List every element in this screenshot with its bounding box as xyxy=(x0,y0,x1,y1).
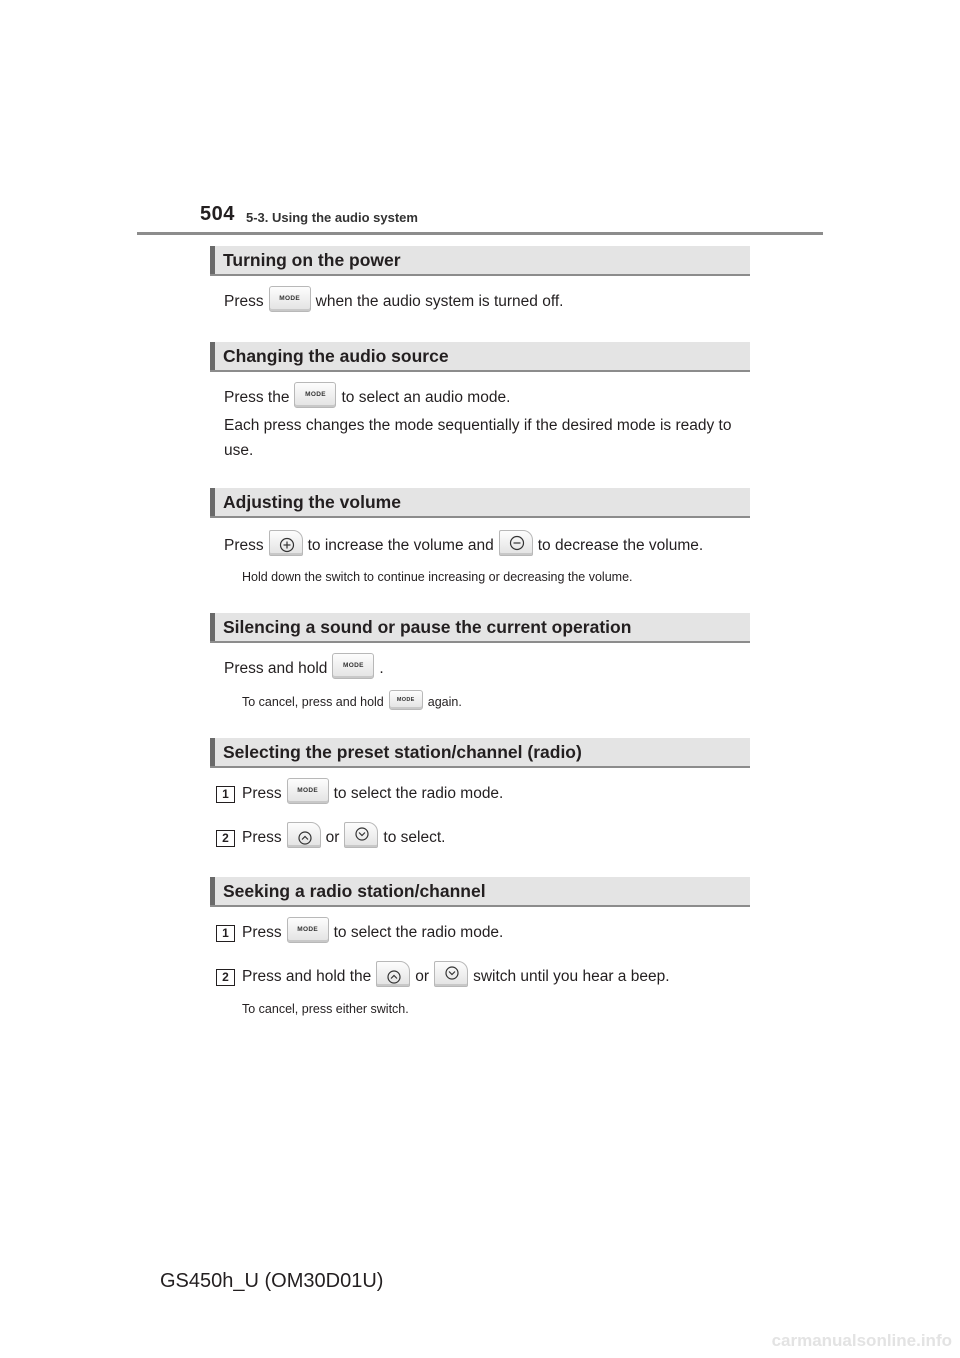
section-heading-volume xyxy=(210,488,750,518)
section-title: Seeking a radio station/channel xyxy=(223,881,486,901)
step-number: 2 xyxy=(216,830,235,847)
instruction-rest: when the audio system is turned off. xyxy=(315,293,564,311)
instruction-press: Press and hold the xyxy=(242,968,372,986)
volume-up-icon xyxy=(269,530,303,556)
seek-step-2 xyxy=(242,967,670,987)
mode-label: MODE xyxy=(396,696,415,703)
section-heading-seek xyxy=(210,877,750,907)
instruction-press: Press the xyxy=(224,389,290,407)
footer-model: GS450h_U (OM30D01U) xyxy=(160,1270,384,1292)
watermark-text: carmanualsonline.info xyxy=(771,1331,952,1350)
mode-button-icon xyxy=(332,653,374,679)
seek-up-icon xyxy=(376,961,410,987)
instruction-rest: to select the radio mode. xyxy=(333,785,504,803)
mode-label: MODE xyxy=(305,391,326,399)
note-post: again. xyxy=(427,695,462,709)
chapter-title: 5-3. Using the audio system xyxy=(246,210,418,225)
preset-step-1 xyxy=(242,784,503,804)
instruction-rest: switch until you hear a beep. xyxy=(473,968,670,986)
instruction-or: or xyxy=(325,829,340,847)
instruction-rest: . xyxy=(379,660,384,678)
instruction-press: Press xyxy=(242,829,282,847)
power-instruction xyxy=(224,292,563,312)
page-header xyxy=(0,0,960,240)
heading-bar xyxy=(210,613,215,641)
step-number: 2 xyxy=(216,969,235,986)
instruction-press: Press xyxy=(224,537,264,555)
instruction-rest: to select an audio mode. xyxy=(341,389,511,407)
volume-down-icon xyxy=(499,530,533,556)
mode-label: MODE xyxy=(279,295,300,303)
source-paragraph: Each press changes the mode sequentially if the desired mode is ready to use. xyxy=(224,417,732,459)
silence-note xyxy=(242,695,462,710)
header-divider xyxy=(137,232,823,235)
section-heading-source xyxy=(210,342,750,372)
heading-bar xyxy=(210,246,215,274)
heading-bar xyxy=(210,877,215,905)
instruction-mid: to increase the volume and xyxy=(307,537,494,555)
mode-label: MODE xyxy=(343,662,364,670)
section-title: Silencing a sound or pause the current operation xyxy=(223,617,632,637)
section-heading-preset xyxy=(210,738,750,768)
watermark-logo xyxy=(754,1326,954,1354)
mode-button-icon xyxy=(269,286,311,312)
section-heading-power xyxy=(210,246,750,276)
instruction-press: Press xyxy=(242,785,282,803)
mode-button-icon xyxy=(287,778,329,804)
section-heading-silence xyxy=(210,613,750,643)
instruction-rest: to select. xyxy=(383,829,446,847)
mode-button-icon xyxy=(389,690,423,710)
seek-note: To cancel, press either switch. xyxy=(242,1002,409,1016)
note-pre: To cancel, press and hold xyxy=(242,695,384,709)
instruction-press: Press xyxy=(224,293,264,311)
preset-step-2 xyxy=(242,828,445,848)
section-title: Selecting the preset station/channel (radio) xyxy=(223,742,582,762)
page-number: 504 xyxy=(200,203,235,225)
heading-bar xyxy=(210,488,215,516)
source-instruction xyxy=(224,388,510,408)
volume-note: Hold down the switch to continue increasing or decreasing the volume. xyxy=(242,570,633,584)
section-title: Changing the audio source xyxy=(223,346,449,366)
silence-instruction xyxy=(224,659,384,679)
volume-instruction xyxy=(224,536,703,556)
section-title: Turning on the power xyxy=(223,250,401,270)
mode-button-icon xyxy=(294,382,336,408)
instruction-or: or xyxy=(415,968,430,986)
seek-down-icon xyxy=(434,961,468,987)
seek-up-icon xyxy=(287,822,321,848)
mode-button-icon xyxy=(287,917,329,943)
heading-bar xyxy=(210,738,215,766)
section-title: Adjusting the volume xyxy=(223,492,401,512)
instruction-rest: to decrease the volume. xyxy=(537,537,704,555)
instruction-rest: to select the radio mode. xyxy=(333,924,504,942)
heading-bar xyxy=(210,342,215,370)
instruction-press: Press and hold xyxy=(224,660,328,678)
seek-step-1 xyxy=(242,923,503,943)
instruction-press: Press xyxy=(242,924,282,942)
mode-label: MODE xyxy=(297,787,318,795)
mode-label: MODE xyxy=(297,926,318,934)
step-number: 1 xyxy=(216,786,235,803)
step-number: 1 xyxy=(216,925,235,942)
seek-down-icon xyxy=(344,822,378,848)
